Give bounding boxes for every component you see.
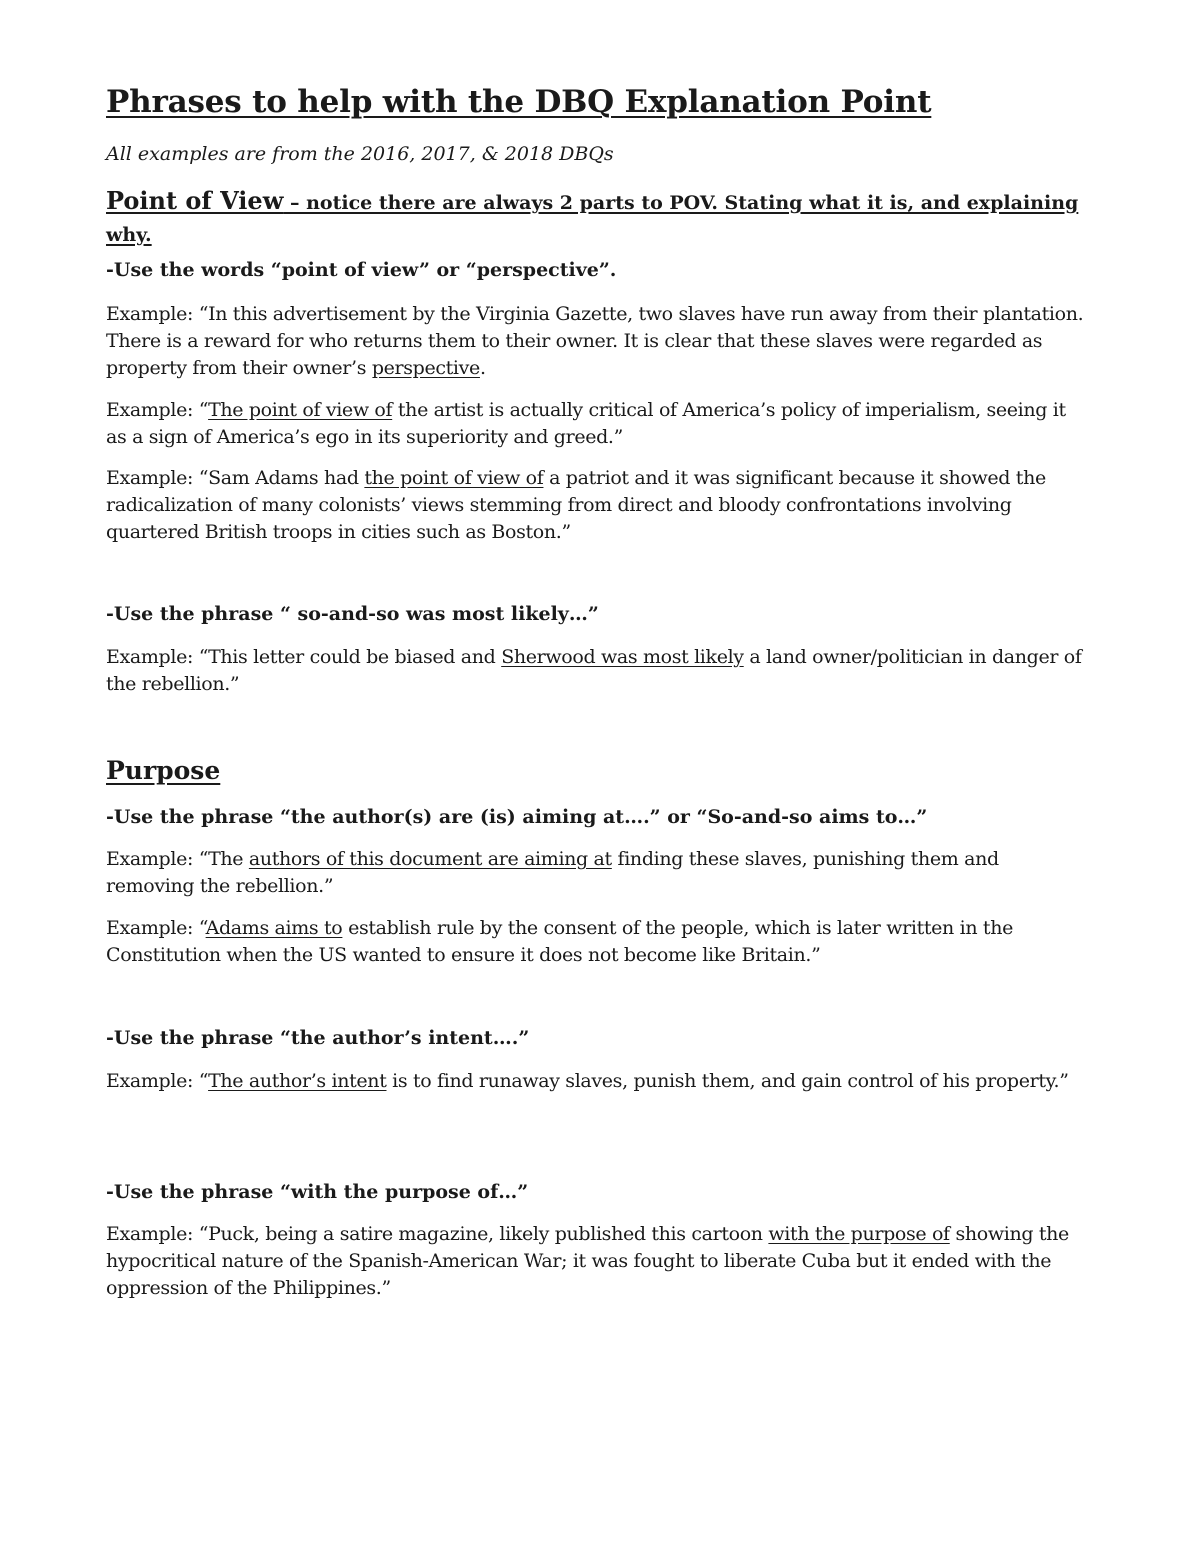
purpose-example-4-end: showing the hypocritical nature of the Spanish-American War; it was fought to liberate Cuba but it ended with the oppression of the Philippines.” — [106, 1223, 1069, 1299]
pov-example-1-end: . — [479, 357, 486, 379]
pov-instruction-most-likely: -Use the phrase “ so-and-so was most likely…” — [106, 603, 599, 625]
purpose-example-1 — [106, 846, 1091, 900]
purpose-example-3 — [106, 1068, 1091, 1095]
purpose-example-1-text: Example: “The — [106, 848, 249, 870]
purpose-example-3-text: Example: “ — [106, 1070, 209, 1092]
pov-example-4-text: Example: “This letter could be biased and — [106, 646, 502, 668]
purpose-example-2 — [106, 915, 1091, 969]
pov-example-3-text: Example: “Sam Adams had — [106, 467, 365, 489]
point-of-view-heading-main: Point of View — [106, 186, 284, 215]
pov-example-1-text: Example: “In this advertisement by the Virginia Gazette, two slaves have run away from their plantation. There is a reward for who returns them to their owner. It is clear that these slaves were regarded as property from their owner’s — [106, 303, 1084, 379]
pov-example-2 — [106, 397, 1091, 451]
purpose-example-4-underlined: with the purpose of — [768, 1223, 950, 1245]
pov-instruction-words: -Use the words “point of view” or “perspective”. — [106, 259, 617, 281]
purpose-example-4 — [106, 1221, 1091, 1302]
purpose-instruction-with-purpose: -Use the phrase “with the purpose of…” — [106, 1181, 529, 1203]
pov-example-3-underlined: the point of view of — [364, 467, 544, 489]
pov-example-4-underlined: Sherwood was most likely — [501, 646, 744, 668]
purpose-example-4-text: Example: “Puck, being a satire magazine, likely published this cartoon — [106, 1223, 769, 1245]
pov-example-2-text: Example: “ — [106, 399, 209, 421]
purpose-example-2-underlined: Adams aims to — [205, 917, 343, 939]
pov-example-4-end: a land owner/politician in danger of the rebellion.” — [106, 646, 1082, 695]
purpose-example-2-end: establish rule by the consent of the people, which is later written in the Constitution when the US wanted to ensure it does not become like Britain.” — [106, 917, 1013, 966]
pov-example-4 — [106, 644, 1091, 698]
pov-example-3 — [106, 465, 1091, 546]
purpose-instruction-intent: -Use the phrase “the author’s intent….” — [106, 1027, 530, 1049]
purpose-heading: Purpose — [106, 756, 221, 785]
point-of-view-heading — [106, 186, 1086, 250]
purpose-example-1-underlined: authors of this document are aiming at — [248, 848, 612, 870]
pov-example-2-end: the artist is actually critical of America’s policy of imperialism, seeing it as a sign of America’s ego in its superiority and greed.” — [106, 399, 1066, 448]
page-subtitle: All examples are from the 2016, 2017, & 2018 DBQs — [106, 143, 614, 165]
page-title: Phrases to help with the DBQ Explanation Point — [106, 84, 932, 120]
pov-example-1 — [106, 301, 1091, 382]
purpose-example-3-underlined: The author’s intent — [208, 1070, 387, 1092]
purpose-example-2-text: Example: “ — [106, 917, 206, 939]
pov-example-2-underlined: The point of view of — [208, 399, 393, 421]
purpose-example-3-end: is to find runaway slaves, punish them, and gain control of his property.” — [386, 1070, 1069, 1092]
point-of-view-heading-note: – notice there are always 2 parts to POV. Stating what it is, and explaining why. — [106, 192, 1079, 246]
pov-example-3-end: a patriot and it was significant because it showed the radicalization of many colonists’ views stemming from direct and bloody confrontations involving quartered British troops in cities such as Boston.” — [106, 467, 1046, 543]
purpose-example-1-end: finding these slaves, punishing them and removing the rebellion.” — [106, 848, 999, 897]
pov-example-1-underlined: perspective — [371, 357, 480, 379]
purpose-instruction-aiming: -Use the phrase “the author(s) are (is) aiming at….” or “So-and-so aims to…” — [106, 806, 928, 828]
